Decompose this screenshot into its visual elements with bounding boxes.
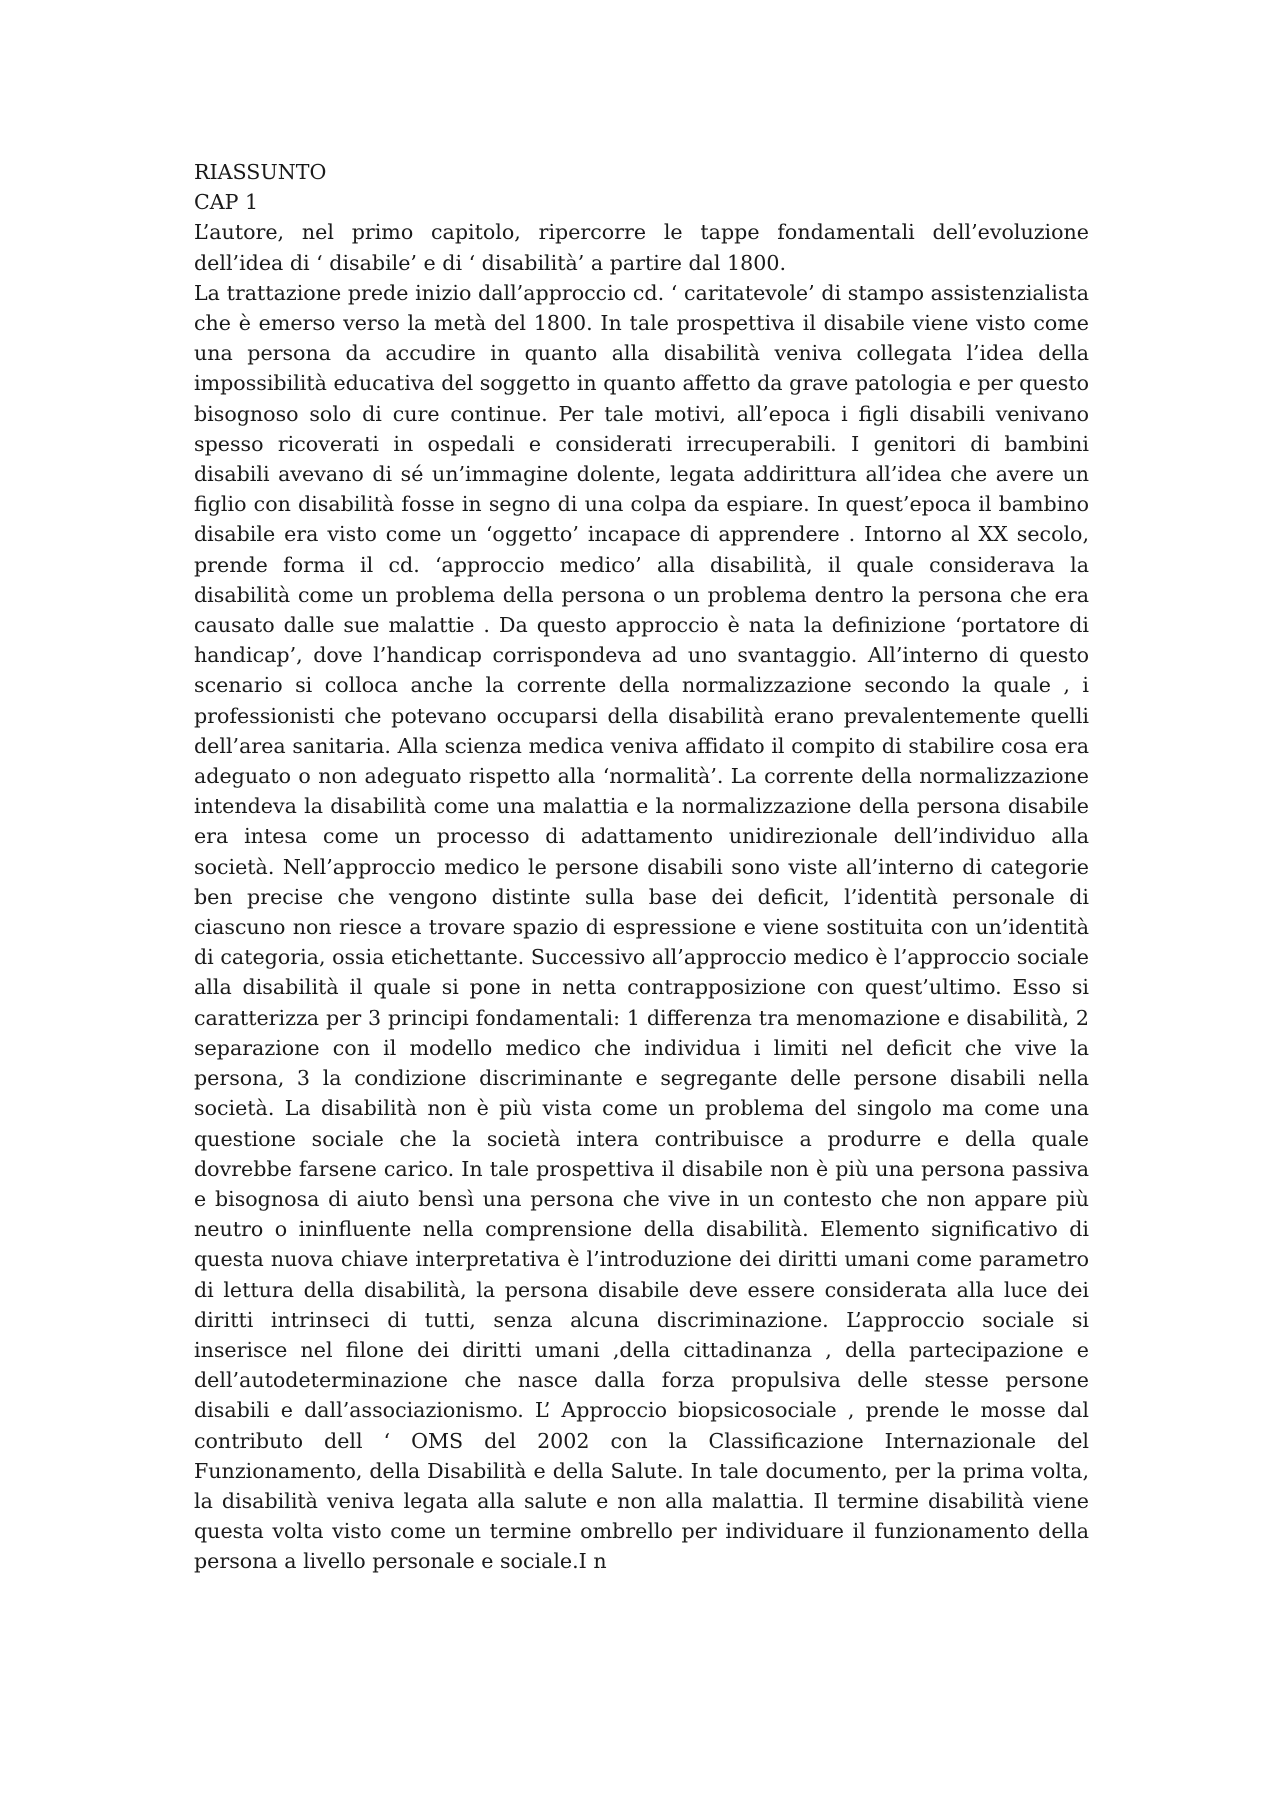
paragraph-main: La trattazione prede inizio dall’approccio cd. ‘ caritatevole’ di stampo assistenzialista che è emerso verso la metà del 1800. In tale prospettiva il disabile viene visto come una persona da accudire in quanto alla disabilità veniva collegata l’idea della impossibilità educativa del soggetto in quanto affetto da grave patologia e per questo bisognoso solo di cure continue. Per tale motivi, all’epoca i figli disabili venivano spesso ricoverati in ospedali e considerati irrecuperabili. I genitori di bambini disabili avevano di sé un’immagine dolente, legata addirittura all’idea che avere un figlio con disabilità fosse in segno di una colpa da espiare. In quest’epoca il bambino disabile era visto come un ‘oggetto’ incapace di apprendere . Intorno al XX secolo, prende forma il cd. ‘approccio medico’ alla disabilità, il quale considerava la disabilità come un problema della persona o un problema dentro la persona che era causato dalle sue malattie . Da questo approccio è nata la definizione ‘portatore di handicap’, dove l’handicap corrispondeva ad uno svantaggio. All’interno di questo scenario si colloca anche la corrente della normalizzazione secondo la quale , i professionisti che potevano occuparsi della disabilità erano prevalentemente quelli dell’area sanitaria. Alla scienza medica veniva affidato il compito di stabilire cosa era adeguato o non adeguato rispetto alla ‘normalità’. La corrente della normalizzazione intendeva la disabilità come una malattia e la normalizzazione della persona disabile era intesa come un processo di adattamento unidirezionale dell’individuo alla società. Nell’approccio medico le persone disabili sono viste all’interno di categorie ben precise che vengono distinte sulla base dei deficit, l’identità personale di ciascuno non riesce a trovare spazio di espressione e viene sostituita con un’identità di categoria, ossia etichettante. Successivo all’approccio medico è l’approccio sociale alla disabilità il quale si pone in netta contrapposizione con quest’ultimo. Esso si caratterizza per 3 principi fondamentali: 1 differenza tra menomazione e disabilità, 2 separazione con il modello medico che individua i limiti nel deficit che vive la persona, 3 la condizione discriminante e segregante delle persone disabili nella società. La disabilità non è più vista come un problema del singolo ma come una questione sociale che la società intera contribuisce a produrre e della quale dovrebbe farsene carico. In tale prospettiva il disabile non è più una persona passiva e bisognosa di aiuto bensì una persona che vive in un contesto che non appare più neutro o ininfluente nella comprensione della disabilità. Elemento significativo di questa nuova chiave interpretativa è l’introduzione dei diritti umani come parametro di lettura della disabilità, la persona disabile deve essere considerata alla luce dei diritti intrinseci di tutti, senza alcuna discriminazione. L’approccio sociale si inserisce nel filone dei diritti umani ,della cittadinanza , della partecipazione e dell’autodeterminazione che nasce dalla forza propulsiva delle stesse persone disabili e dall’associazionismo. L’ Approccio biopsicosociale , prende le mosse dal contributo dell ‘ OMS del 2002 con la Classificazione Internazionale del Funzionamento, della Disabilità e della Salute. In tale documento, per la prima volta, la disabilità veniva legata alla salute e non alla malattia. Il termine disabilità viene questa volta visto come un termine ombrello per individuare il funzionamento della persona a livello personale e sociale.I n (194, 280, 1089, 1574)
document-body (194, 157, 1089, 1577)
chapter-heading: CAP 1 (194, 190, 259, 215)
document-title: RIASSUNTO (194, 160, 327, 184)
paragraph-intro: L’autore, nel primo capitolo, ripercorre le tappe fondamentali dell’evoluzione dell’idea di ‘ disabile’ e di ‘ disabilità’ a partire dal 1800. (194, 220, 1089, 275)
